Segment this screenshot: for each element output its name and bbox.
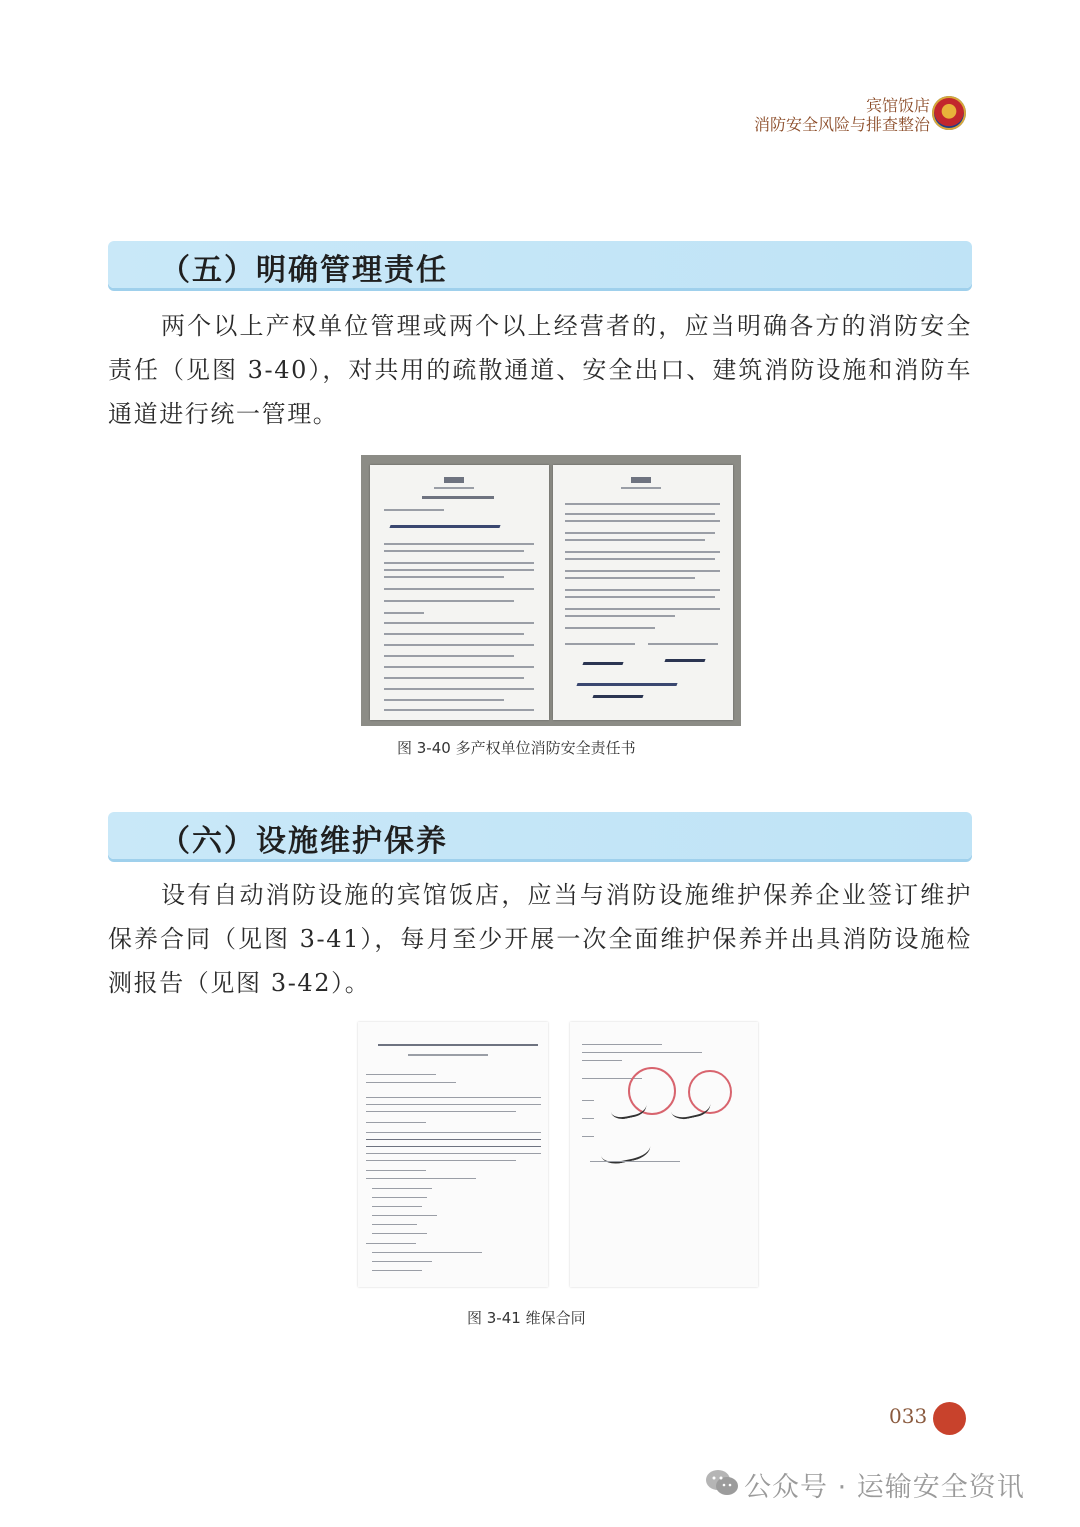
wechat-icon xyxy=(705,1469,739,1497)
responsibility-letter-right-page xyxy=(553,465,733,720)
section-6-body xyxy=(108,873,972,1005)
responsibility-letter-left-page xyxy=(370,465,549,720)
section-6-paragraph: 设有自动消防设施的宾馆饭店，应当与消防设施维护保养企业签订维护保养合同（见图 3-41），每月至少开展一次全面维护保养并出具消防设施检测报告（见图 3-42）。 xyxy=(108,881,972,997)
section-5-paragraph: 两个以上产权单位管理或两个以上经营者的，应当明确各方的消防安全责任（见图 3-40），对共用的疏散通道、安全出口、建筑消防设施和消防车通道进行统一管理。 xyxy=(108,312,972,428)
page-number: 033 xyxy=(889,1404,928,1428)
section-5-body xyxy=(108,304,972,436)
figure-3-40-photo xyxy=(361,455,741,726)
figure-3-41-photo xyxy=(358,1022,758,1287)
section-5-banner xyxy=(108,241,972,288)
header-book-title: 消防安全风险与排查整治 xyxy=(753,115,930,134)
section-5-title: （五）明确管理责任 xyxy=(160,253,448,288)
section-6-title: （六）设施维护保养 xyxy=(160,824,448,859)
maintenance-contract-page-2 xyxy=(570,1022,758,1287)
maintenance-contract-page-1 xyxy=(358,1022,548,1287)
section-6-banner xyxy=(108,812,972,859)
figure-3-41-caption: 图 3-41 维保合同 xyxy=(467,1309,586,1327)
running-header xyxy=(754,96,930,134)
header-book-series: 宾馆饭店 xyxy=(865,96,930,115)
figure-3-40-caption: 图 3-40 多产权单位消防安全责任书 xyxy=(397,739,636,757)
watermark-text: 公众号 · 运输安全资讯 xyxy=(744,1472,1025,1503)
fire-rescue-emblem-icon xyxy=(932,96,966,130)
page-number-dot xyxy=(933,1402,966,1435)
